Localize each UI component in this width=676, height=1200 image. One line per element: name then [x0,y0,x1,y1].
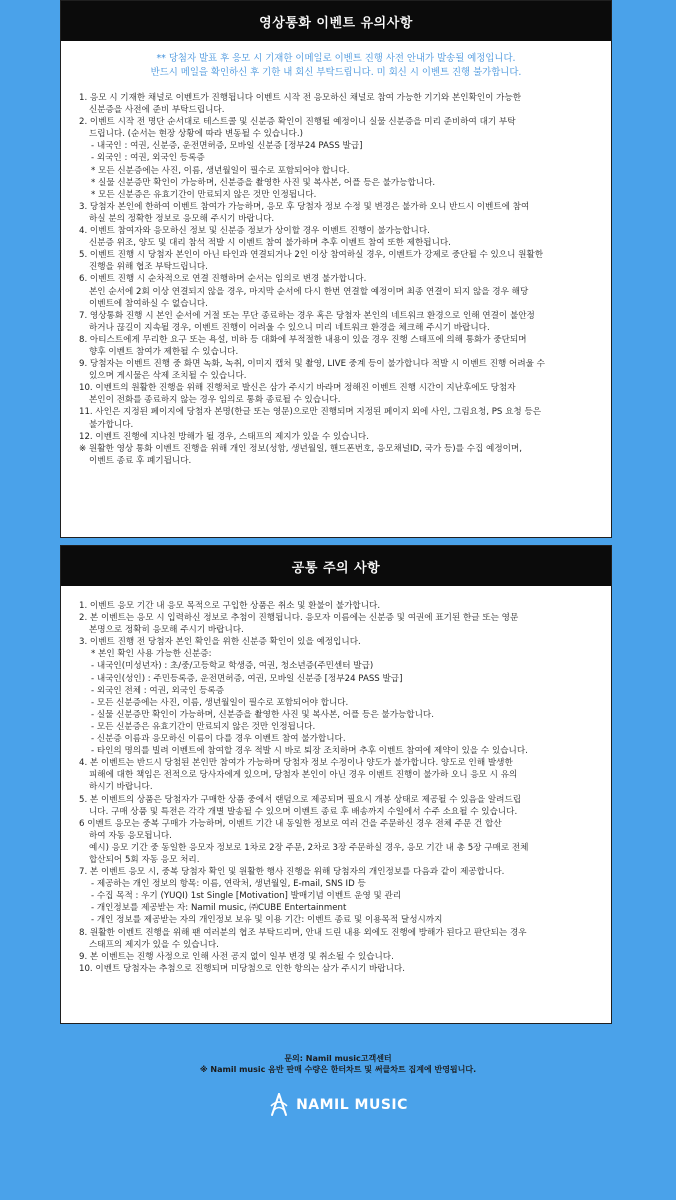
rule-line: ※ 원활한 영상 통화 이벤트 진행을 위해 개인 정보(성함, 생년월일, 핸드폰번호, 응모채널ID, 국가 등)를 수집 예정이며, [79,443,522,454]
rule-line: - 내국인(성인) : 주민등록증, 운전면허증, 여권, 모바일 신분증 [정부24 PASS 발급] [91,673,403,684]
rule-line: * 모든 신분증은 유효기간이 만료되지 않은 것만 인정됩니다. [91,189,317,200]
rule-line: 스태프의 제지가 있을 수 있습니다. [89,939,219,950]
chart-note: ※ Namil music 음반 판매 수량은 한터차트 및 써클차트 집계에 반영됩니다. [199,1065,477,1074]
rule-line: 4. 이벤트 참여자와 응모하신 정보 및 신분증 정보가 상이할 경우 이벤트 진행이 불가능합니다. [79,226,430,237]
rule-line: - 타인의 명의를 빌려 이벤트에 참여할 경우 적발 시 바로 퇴장 조치하며 추후 이벤트 참여에 제약이 있을 수 있습니다. [91,746,528,757]
rule-line: 6 이벤트 응모는 중복 구매가 가능하며, 이벤트 기간 내 동일한 정보로 여러 건을 주문하신 경우 전체 주문 건 합산 [79,818,502,829]
rule-line: 있으며 게시물은 삭제 조치될 수 있습니다. [89,371,247,382]
rule-line: 3. 이벤트 진행 전 당첨자 본인 확인을 위한 신분증 확인이 있을 예정입니다. [79,637,361,648]
rule-line: 하실 분의 정확한 정보로 응모해 주시기 바랍니다. [89,213,275,224]
video-call-rules [79,92,593,467]
rule-line: 8. 원활한 이벤트 진행을 위해 팬 여러분의 협조 부탁드리며, 안내 드린 내용 외에도 진행에 방해가 된다고 판단되는 경우 [79,927,527,938]
rule-line: * 모든 신분증에는 사진, 이름, 생년월일이 필수로 포함되어야 합니다. [91,165,350,176]
rule-line: * 실물 신분증만 확인이 가능하며, 신분증을 촬영한 사진 및 복사본, 어플 등은 불가능합니다. [91,177,436,188]
rule-line: 하시기 바랍니다. [89,782,153,793]
rule-line: 피해에 대한 책임은 전적으로 당사자에게 있으며, 당첨자 본인이 아닌 경우 이벤트 진행이 불가하 오니 응모 시 유의 [89,770,518,781]
namil-music-logo-icon [268,1092,290,1118]
email-notice [75,52,597,80]
rule-line: 3. 당첨자 본인에 한하여 이벤트 참여가 가능하며, 응모 후 당첨자 정보 수정 및 변경은 불가하 오니 반드시 이벤트에 참여 [79,201,530,212]
common-notice-box [60,545,612,1024]
rule-line: 8. 아티스트에게 무리한 요구 또는 욕설, 비하 등 대화에 부적절한 내용이 있을 경우 진행 스태프에 의해 통화가 중단되며 [79,334,527,345]
rule-line: - 수집 목적 : 우기 (YUQI) 1st Single [Motivation] 발매기념 이벤트 운영 및 관리 [91,891,402,902]
rule-line: 예시) 응모 기간 중 동일한 응모자 정보로 1차로 2장 주문, 2차로 3장 주문하실 경우, 응모 기간 내 총 5장 구매로 전체 [89,842,529,853]
rule-line: 11. 사인은 지정된 페이지에 당첨자 본명(한글 또는 영문)으로만 진행되며 지정된 페이지 외에 사인, 그림요청, PS 요청 등은 [79,407,542,418]
rule-line: 10. 이벤트의 원활한 진행을 위해 진행처로 발신은 삼가 주시기 바라며 정해진 이벤트 진행 시간이 지난후에도 당첨자 [79,383,516,394]
rule-line: - 내국인 : 여권, 신분증, 운전면허증, 모바일 신분증 [정부24 PASS 발급] [91,141,363,152]
rule-line: 9. 본 이벤트는 진행 사정으로 인해 사전 공지 없이 일부 변경 및 취소될 수 있습니다. [79,951,394,962]
rule-line: 이벤트 종료 후 폐기됩니다. [89,455,192,466]
contact-text: 문의: Namil music고객센터 [284,1054,392,1063]
rule-line: 2. 이벤트 시작 전 명단 순서대로 테스트콜 및 신분증 확인이 진행될 예정이니 실물 신분증을 미리 준비하여 대기 부탁 [79,117,516,128]
rule-line: 하거나 끊길이 지속될 경우, 이벤트 진행이 어려울 수 있으니 미리 네트워크 환경을 체크해 주시기 바랍니다. [89,322,490,333]
rule-line: - 신분증 이름과 응모하신 이름이 다를 경우 이벤트 참여 불가합니다. [91,734,346,745]
common-title: 공통 주의 사항 [61,546,611,586]
rule-line: 본인 순서에 2회 이상 연결되지 않을 경우, 마지막 순서에 다시 한번 연결할 예정이며 최종 연결이 되지 않을 경우 해당 [89,286,529,297]
rule-line: - 제공하는 개인 정보의 항목: 이름, 연락처, 생년월일, E-mail, SNS ID 등 [91,879,366,890]
rule-line: - 외국인 전체 : 여권, 외국인 등록증 [91,685,225,696]
rule-line: - 모든 신분증에는 사진, 이름, 생년월일이 필수로 포함되어야 합니다. [91,697,349,708]
rule-line: 본명으로 정확히 응모해 주시기 바랍니다. [89,625,244,636]
rule-line: - 개인정보를 제공받는 자: Namil music, ㈜CUBE Entertainment [91,903,347,914]
rule-line: - 실물 신분증만 확인이 가능하며, 신분증을 촬영한 사진 및 복사본, 어플 등은 불가능합니다. [91,709,434,720]
rule-line: 7. 본 이벤트 응모 시, 중복 당첨자 확인 및 원활한 행사 진행을 위해 당첨자의 개인정보를 다음과 같이 제공합니다. [79,867,505,878]
rule-line: 5. 본 이벤트의 상품은 당첨자가 구매한 상품 중에서 랜덤으로 제공되며 필요시 개봉 상태로 제공될 수 있음을 알려드립 [79,794,522,805]
rule-line: - 내국인(미성년자) : 초/중/고등학교 학생증, 여권, 청소년증(주민센터 발급) [91,661,374,672]
rule-line: - 모든 신분증은 유효기간이 만료되지 않은 것만 인정됩니다. [91,721,316,732]
rule-line: 10. 이벤트 당첨자는 추첨으로 진행되며 미당첨으로 인한 항의는 삼가 주시기 바랍니다. [79,963,405,974]
email-notice-line: 반드시 메일을 확인하신 후 기한 내 회신 부탁드립니다. 미 회신 시 이벤트 진행 불가합니다. [150,67,522,78]
rule-line: 진행을 위해 협조 부탁드립니다. [89,262,208,273]
rule-line: 하여 자동 응모됩니다. [89,830,172,841]
rule-line: - 외국인 : 여권, 외국인 등록증 [91,153,205,164]
namil-music-logo [0,1092,676,1118]
video-call-title: 영상통화 이벤트 유의사항 [61,1,611,41]
rule-line: 4. 본 이벤트는 반드시 당첨된 본인만 참여가 가능하며 당첨자 정보 수정이나 양도가 불가합니다. 양도로 인해 발생한 [79,758,513,769]
rule-line: 7. 영상통화 진행 시 본인 순서에 거절 또는 무단 종료하는 경우 혹은 당첨자 본인의 네트워크 환경으로 인해 연결이 불안정 [79,310,535,321]
rule-line: * 본인 확인 사용 가능한 신분증: [91,649,212,660]
rule-line: 합산되어 5회 자동 응모 처리. [89,854,200,865]
rule-line: 니다. 구매 상품 및 특전은 각각 개별 발송될 수 있으며 이벤트 종료 후 배송까지 수일에서 수주 소요될 수 있습니다. [89,806,518,817]
rule-line: 불가합니다. [89,419,134,430]
rule-line: 본인이 전화를 종료하지 않는 경우 임의로 통화 종료될 수 있습니다. [89,395,341,406]
rule-line: 드립니다. (순서는 현장 상황에 따라 변동될 수 있습니다.) [89,129,303,140]
rule-line: 신분증 위조, 양도 및 대리 참석 적발 시 이벤트 참여 불가하며 추후 이벤트 참여 또한 제한됩니다. [89,238,451,249]
rule-line: 향후 이벤트 참여가 제한될 수 있습니다. [89,346,239,357]
email-notice-line: ** 당첨자 발표 후 응모 시 기재한 이메일로 이벤트 진행 사전 안내가 발송될 예정입니다. [156,53,516,64]
rule-line: 9. 당첨자는 이벤트 진행 중 화면 녹화, 녹취, 이미지 캡처 및 촬영, LIVE 중계 등이 불가합니다 적발 시 이벤트 진행 어려울 수 [79,359,545,370]
rule-line: 2. 본 이벤트는 응모 시 입력하신 정보로 추첨이 진행됩니다. 응모자 이름에는 신분증 및 여권에 표기된 한글 또는 영문 [79,613,519,624]
rule-line: 5. 이벤트 진행 시 당첨자 본인이 아닌 타인과 연결되거나 2인 이상 참여하실 경우, 이벤트가 강제로 중단될 수 있으니 원활한 [79,250,544,261]
rule-line: 12. 이벤트 진행에 지나친 방해가 될 경우, 스태프의 제지가 있을 수 있습니다. [79,431,369,442]
rule-line: 1. 이벤트 응모 기간 내 응모 목적으로 구입한 상품은 취소 및 환불이 불가합니다. [79,601,381,611]
rule-line: 이벤트에 참여하실 수 없습니다. [89,298,208,309]
common-rules [79,600,593,975]
rule-line: 1. 응모 시 기재한 채널로 이벤트가 진행됩니다 이벤트 시작 전 응모하신 채널로 참여 가능한 기기와 본인확인이 가능한 [79,93,522,103]
rule-line: 신분증을 사전에 준비 부탁드립니다. [89,105,225,116]
footer [0,1053,676,1075]
logo-text: NAMIL MUSIC [296,1097,408,1113]
video-call-notice-box [60,0,612,538]
rule-line: - 개인 정보를 제공받는 자의 개인정보 보유 및 이용 기간: 이벤트 종료 및 이용목적 달성시까지 [91,915,443,926]
rule-line: 6. 이벤트 진행 시 순차적으로 연결 진행하며 순서는 임의로 변경 불가합니다. [79,274,367,285]
